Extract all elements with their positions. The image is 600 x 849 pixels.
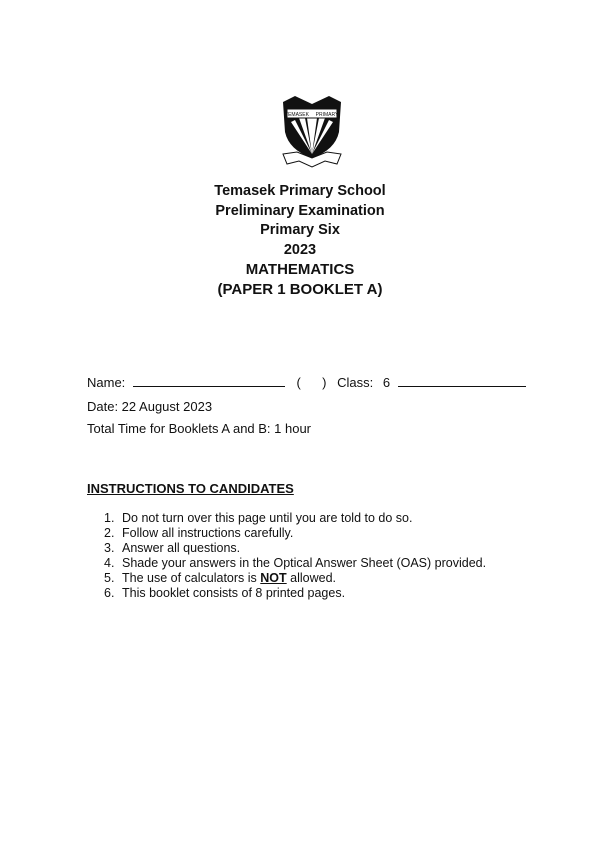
instructions-title: INSTRUCTIONS TO CANDIDATES: [87, 481, 294, 496]
instruction-text: [122, 571, 336, 586]
instruction-text: Answer all questions.: [122, 541, 241, 555]
index-paren-open: (: [296, 375, 301, 390]
instruction-number: 1.: [104, 511, 115, 525]
banner-right-text: PRIMARY: [315, 112, 339, 118]
banner-left-text: TEMASEK: [285, 112, 309, 118]
instructions-list: [104, 511, 486, 601]
instruction-emphasis: NOT: [260, 571, 287, 585]
instruction-item: [104, 526, 486, 541]
instruction-number: 5.: [104, 571, 115, 585]
index-number-field[interactable]: [305, 376, 319, 387]
school-crest-icon: [277, 92, 347, 170]
instruction-item: [104, 571, 486, 586]
instruction-text: Follow all instructions carefully.: [122, 526, 294, 540]
year: 2023: [283, 241, 317, 258]
school-name: Temasek Primary School: [214, 183, 386, 199]
instruction-text: This booklet consists of 8 printed pages.: [122, 586, 346, 600]
instruction-text-after: allowed.: [290, 571, 337, 585]
exam-name: Preliminary Examination: [215, 202, 385, 219]
instruction-item: [104, 541, 486, 556]
name-field[interactable]: [133, 375, 285, 387]
school-logo: [277, 92, 347, 170]
paper-title: (PAPER 1 BOOKLET A): [217, 280, 383, 298]
instruction-number: 3.: [104, 541, 115, 555]
subject: MATHEMATICS: [245, 261, 355, 278]
instruction-item: [104, 511, 486, 526]
class-field[interactable]: [398, 375, 526, 387]
index-paren-close: ): [322, 375, 327, 390]
instruction-number: 2.: [104, 526, 115, 540]
instruction-number: 4.: [104, 556, 115, 570]
exam-header: [0, 182, 600, 299]
instruction-text: Do not turn over this page until you are told to do so.: [122, 511, 413, 525]
total-time: Total Time for Booklets A and B: 1 hour: [87, 421, 312, 436]
instruction-item: [104, 556, 486, 571]
instruction-number: 6.: [104, 586, 115, 600]
instruction-text-before: The use of calculators is: [122, 571, 257, 585]
instruction-text: Shade your answers in the Optical Answer Sheet (OAS) provided.: [122, 556, 487, 570]
instruction-item: [104, 586, 486, 601]
exam-date: Date: 22 August 2023: [87, 399, 213, 414]
class-value: 6: [382, 375, 391, 390]
class-label: Class:: [337, 375, 374, 390]
level: Primary Six: [260, 222, 340, 238]
name-label: Name:: [87, 375, 126, 390]
name-class-row: [87, 375, 526, 390]
